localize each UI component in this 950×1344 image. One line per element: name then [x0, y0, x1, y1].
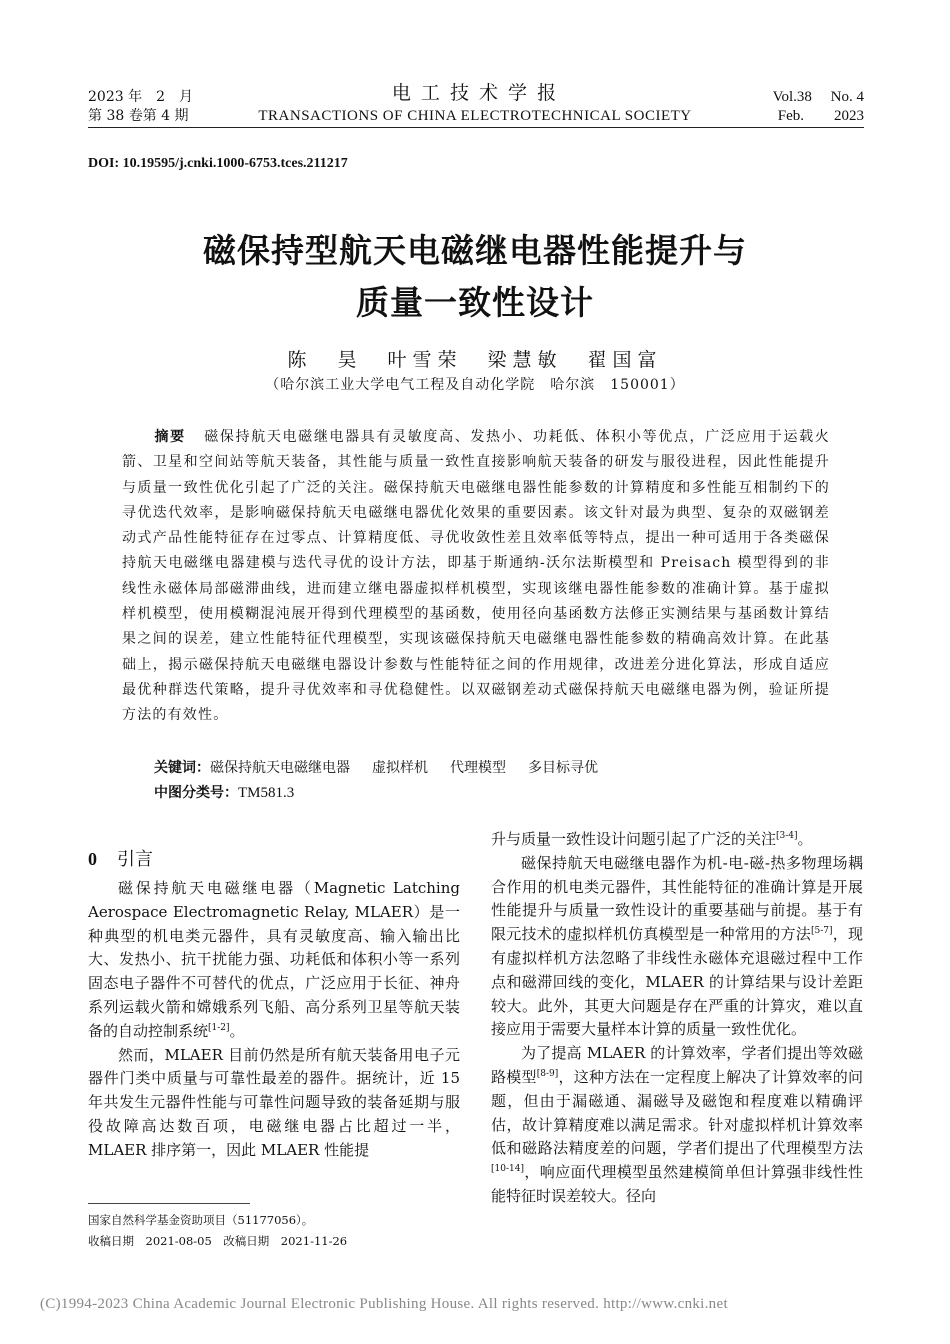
keyword: 虚拟样机 — [372, 760, 428, 776]
classification-value: TM581.3 — [238, 785, 295, 801]
paragraph-text: 磁保持航天电磁继电器（Magnetic Latching Aerospace Electromagnetic Relay, MLAER）是一种典型的机电类元器件，具有灵敏度高、输入输出比大、发热小、抗干扰能力强、功耗低和体积小等一系列固态电子器件不可替代的优点，广泛应用于长征、神舟系列运载火箭和嫦娥系列飞船、高分系列卫星等航天装备的自动控制系统 — [88, 879, 460, 1040]
citation: [10-14] — [491, 1164, 524, 1175]
abstract-label: 摘要 — [154, 429, 186, 445]
paragraph — [88, 877, 460, 1044]
keywords — [154, 756, 598, 780]
citation: [3-4] — [776, 831, 798, 841]
header-journal-cn: 电 工 技 术 学 报 — [391, 82, 559, 104]
paragraph — [88, 1044, 460, 1163]
header-vol-no: Vol.38 No. 4 — [772, 89, 864, 105]
title-line-1: 磁保持型航天电磁继电器性能提升与 — [203, 231, 747, 270]
abstract — [122, 425, 830, 729]
authors: 陈 昊 叶雪荣 梁慧敏 翟国富 — [287, 349, 663, 371]
keyword: 代理模型 — [450, 760, 506, 776]
paragraph — [491, 828, 863, 852]
citation: [5-7] — [810, 926, 833, 937]
header-date: 2023 年 2 月 — [88, 89, 193, 105]
header-journal-en: TRANSACTIONS OF CHINA ELECTROTECHNICAL SOCIETY — [258, 108, 692, 124]
citation: [8-9] — [536, 1068, 559, 1079]
paragraph-text: 。 — [229, 1021, 245, 1040]
paragraph-text: 然而，MLAER 目前仍然是所有航天装备用电子元器件门类中质量与可靠性最差的器件。据统计，近 15 年共发生元器件性能与可靠性问题导致的装备延期与服役故障高达数百项，电磁继电器占比超过一半，MLAER 排序第一，因此 MLAER 性能提 — [88, 1045, 460, 1159]
keyword: 多目标寻优 — [528, 760, 598, 776]
classification-label: 中图分类号： — [154, 785, 238, 801]
section-number: 0 — [88, 849, 97, 869]
right-column — [491, 828, 863, 1209]
section-title: 引言 — [117, 849, 153, 870]
paragraph-text: ，现有虚拟样机方法忽略了非线性永磁体充退磁过程中工作点和磁滞回线的变化，MLAER 的计算结果与设计差距较大。此外，其更大问题是存在严重的计算灾，难以直接应用于需要大量样本计算的质量一致性优化。 — [491, 925, 863, 1039]
header-month-year: Feb. 2023 — [777, 108, 864, 124]
paragraph — [491, 852, 863, 1042]
paragraph-text: 。 — [797, 830, 813, 848]
header-rule — [88, 127, 864, 128]
paragraph-text: 为了提高 MLAER 的计算效率，学者们提出等效磁路模型 — [491, 1044, 863, 1086]
footnote-fund: 国家自然科学基金资助项目（51177056）。 — [88, 1213, 314, 1227]
section-heading — [88, 845, 153, 871]
paragraph-text: ，响应面代理模型虽然建模简单但计算强非线性性能特征时误差较大。径向 — [491, 1163, 863, 1205]
abstract-text: 磁保持航天电磁继电器具有灵敏度高、发热小、功耗低、体积小等优点，广泛应用于运载火箭、卫星和空间站等航天装备，其性能与质量一致性直接影响航天装备的研发与服役进程，因此性能提升与质量一致性优化引起了广泛的关注。磁保持航天电磁继电器性能参数的计算精度和多性能互相制约下的寻优迭代效率，是影响磁保持航天电磁继电器优化效果的重要因素。该文针对最为典型、复杂的双磁钢差动式产品性能特征存在过零点、计算精度低、寻优收敛性差且效率低等特点，提出一种可适用于各类磁保持航天电磁继电器建模与迭代寻优的设计方法，即基于斯通纳-沃尔法斯模型和 Preisach 模型得到的非线性永磁体局部磁滞曲线，进而建立继电器虚拟样机模型，实现该继电器性能参数的准确计算。基于虚拟样机模型，使用模糊混沌展开得到代理模型的基函数，使用径向基函数方法修正实测结果与基函数计算结果之间的误差，建立性能特征代理模型，实现该磁保持航天电磁继电器性能参数的精确高效计算。在此基础上，揭示磁保持航天电磁继电器设计参数与性能特征之间的作用规律，改进差分进化算法，形成自适应最优种群迭代策略，提升寻优效率和寻优稳健性。以双磁钢差动式磁保持航天电磁继电器为例，验证所提方法的有效性。 — [122, 429, 831, 724]
header-volume: 第 38 卷第 4 期 — [88, 108, 189, 124]
paragraph-text: 升与质量一致性设计问题引起了广泛的关注 — [491, 830, 777, 848]
paragraph-text: 磁保持航天电磁继电器作为机-电-磁-热多物理场耦合作用的机电类元器件，其性能特征的准确计算是开展性能提升与质量一致性设计的重要基础与前提。基于有限元技术的虚拟样机仿真模型是一种常用的方法 — [491, 853, 863, 944]
classification — [154, 781, 294, 805]
doi: DOI: 10.19595/j.cnki.1000-6753.tces.211217 — [88, 156, 348, 171]
affiliation: （哈尔滨工业大学电气工程及自动化学院 哈尔滨 150001） — [265, 377, 685, 393]
paragraph — [491, 1042, 863, 1209]
copyright-notice: (C)1994-2023 China Academic Journal Electronic Publishing House. All rights reserved. http://www.cnki.net — [40, 1296, 728, 1312]
footnote-rule — [88, 1203, 250, 1204]
citation: [1-2] — [208, 1022, 230, 1033]
footnote-dates: 收稿日期 2021-08-05 改稿日期 2021-11-26 — [88, 1234, 348, 1248]
keyword: 磁保持航天电磁继电器 — [210, 760, 350, 776]
title-line-2: 质量一致性设计 — [356, 283, 594, 322]
left-column — [88, 877, 460, 1163]
keywords-label: 关键词： — [154, 760, 210, 776]
paragraph-text: ，这种方法在一定程度上解决了计算效率的问题，但由于漏磁通、漏磁导及磁饱和程度难以精确评估，故计算精度难以满足需求。针对虚拟样机计算效率低和磁路法精度差的问题，学者们提出了代理模型方法 — [491, 1067, 863, 1158]
